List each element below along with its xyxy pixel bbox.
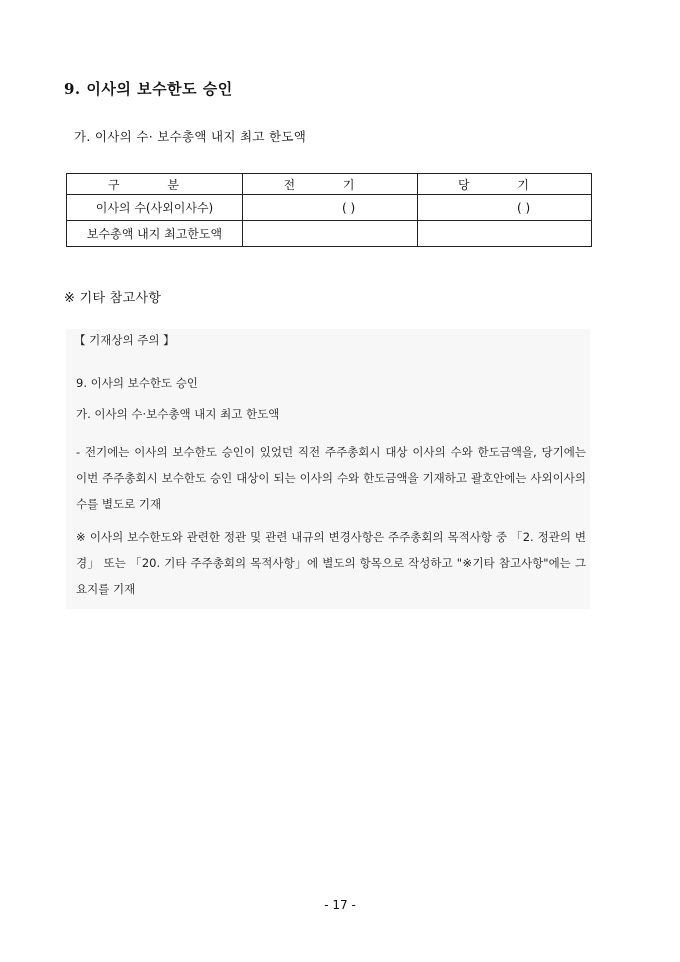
current-period-cell (418, 221, 592, 247)
director-compensation-table (66, 173, 592, 247)
header-current-period: 당 기 (418, 174, 592, 195)
table-row (67, 195, 592, 221)
previous-period-cell: ( ) (243, 195, 418, 221)
header-category: 구 분 (67, 174, 243, 195)
table-header-row (67, 174, 592, 195)
table-row (67, 221, 592, 247)
guidance-line: 9. 이사의 보수한도 승인 (76, 376, 198, 390)
previous-period-cell (243, 221, 418, 247)
guidance-heading: 【 기재상의 주의 】 (74, 333, 175, 347)
section-title: 9. 이사의 보수한도 승인 (64, 80, 233, 98)
guidance-paragraph: - 전기에는 이사의 보수한도 승인이 있었던 직전 주주총회시 대상 이사의 수와 한도금액을, 당기에는 이번 주주총회시 보수한도 승인 대상이 되는 이사의 수와 한도금액을 기재하고 괄호안에는 사외이사의 수를 별도로 기재 (76, 445, 586, 511)
page-number: - 17 - (324, 898, 356, 912)
row-label: 보수총액 내지 최고한도액 (67, 221, 243, 247)
guidance-line: 가. 이사의 수·보수총액 내지 최고 한도액 (76, 407, 280, 421)
guidance-box (66, 329, 590, 609)
header-previous-period: 전 기 (243, 174, 418, 195)
note-title: ※ 기타 참고사항 (64, 291, 162, 306)
guidance-paragraph: ※ 이사의 보수한도와 관련한 정관 및 관련 내규의 변경사항은 주주총회의 목적사항 중 「2. 정관의 변경」 또는 「20. 기타 주주총회의 목적사항」에 별도의 항목으로 작성하고 "※기타 참고사항"에는 그 요지를 기재 (76, 530, 586, 596)
subtitle: 가. 이사의 수· 보수총액 내지 최고 한도액 (74, 129, 307, 144)
current-period-cell: ( ) (418, 195, 592, 221)
row-label: 이사의 수(사외이사수) (67, 195, 243, 221)
